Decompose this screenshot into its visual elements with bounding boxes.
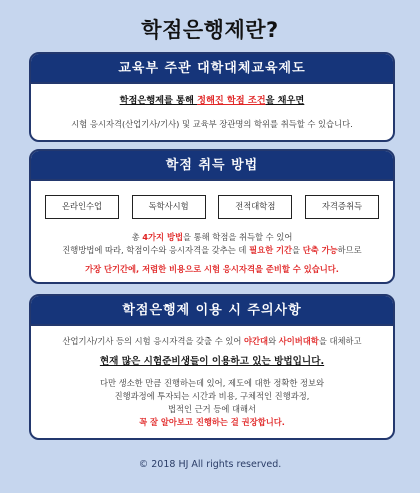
- cautions-line-6: 꼭 잘 알아보고 진행하는 걸 권장합니다.: [139, 417, 285, 427]
- cautions-line-2: 현재 많은 시험준비생들이 이용하고 있는 방법입니다.: [99, 356, 325, 367]
- methods-line-2-highlight-1: 필요한 기간: [249, 245, 293, 255]
- intro-line-1-part-1: 학점은행제를 통해: [119, 95, 198, 106]
- methods-line-2-highlight-2: 단축 가능: [302, 245, 338, 255]
- cautions-line-1-part-1: 산업기사/기사 등의 시험 응시자격을 갖출 수 있어: [62, 336, 245, 346]
- methods-card: [29, 149, 395, 284]
- method-certificate: 자격증취득: [305, 195, 379, 219]
- intro-line-1-highlight: 정해진 학점 조건: [197, 95, 266, 106]
- cautions-card-header: 학점은행제 이용 시 주의사항: [31, 296, 393, 326]
- cautions-line-1-highlight-1: 야간대: [244, 336, 269, 346]
- cautions-line-1: [31, 335, 393, 348]
- methods-line-2: [31, 244, 393, 257]
- method-online-class: 온라인수업: [45, 195, 119, 219]
- method-self-study-exam: 독학사시험: [132, 195, 206, 219]
- methods-line-2-part-3: 을: [292, 245, 303, 255]
- method-prior-credits: 전적대학점: [218, 195, 292, 219]
- cautions-card: [29, 294, 395, 440]
- methods-card-header: 학점 취득 방법: [31, 151, 393, 181]
- intro-card: [29, 52, 395, 142]
- intro-card-header: 교육부 주관 대학대체교육제도: [31, 54, 393, 84]
- methods-line-2-part-1: 진행방법에 따라, 학점이수와 응시자격을 갖추는 데: [62, 245, 250, 255]
- copyright-footer: © 2018 HJ All rights reserved.: [138, 459, 282, 470]
- cautions-line-1-highlight-2: 사이버대학: [278, 336, 319, 346]
- methods-line-1: [31, 231, 393, 244]
- methods-line-1-part-3: 을 통해 학점을 취득할 수 있어: [183, 232, 293, 242]
- methods-line-1-highlight: 4가지 방법: [142, 232, 183, 242]
- page-title: 학점은행제란?: [141, 18, 279, 42]
- cautions-line-4: 진행과정에 투자되는 시간과 비용, 구체적인 진행과정,: [114, 391, 310, 401]
- intro-line-2: 시험 응시자격(산업기사/기사) 및 교육부 장관명의 학위를 취득할 수 있습니다.: [71, 119, 353, 129]
- cautions-line-3: 다만 생소한 만큼 진행하는데 있어, 제도에 대한 정확한 정보와: [99, 378, 325, 388]
- cautions-line-1-part-5: 을 대체하고: [318, 336, 362, 346]
- methods-line-2-part-5: 하므로: [337, 245, 362, 255]
- cautions-line-1-part-3: 와: [268, 336, 279, 346]
- methods-line-3: 가장 단기간에, 저렴한 비용으로 시험 응시자격을 준비할 수 있습니다.: [85, 264, 339, 274]
- intro-line-1: [31, 94, 393, 107]
- intro-line-1-part-3: 을 채우면: [265, 95, 305, 106]
- cautions-line-5: 법적인 근거 등에 대해서: [167, 404, 257, 414]
- method-list: [31, 195, 393, 219]
- methods-line-1-part-1: 총: [131, 232, 143, 242]
